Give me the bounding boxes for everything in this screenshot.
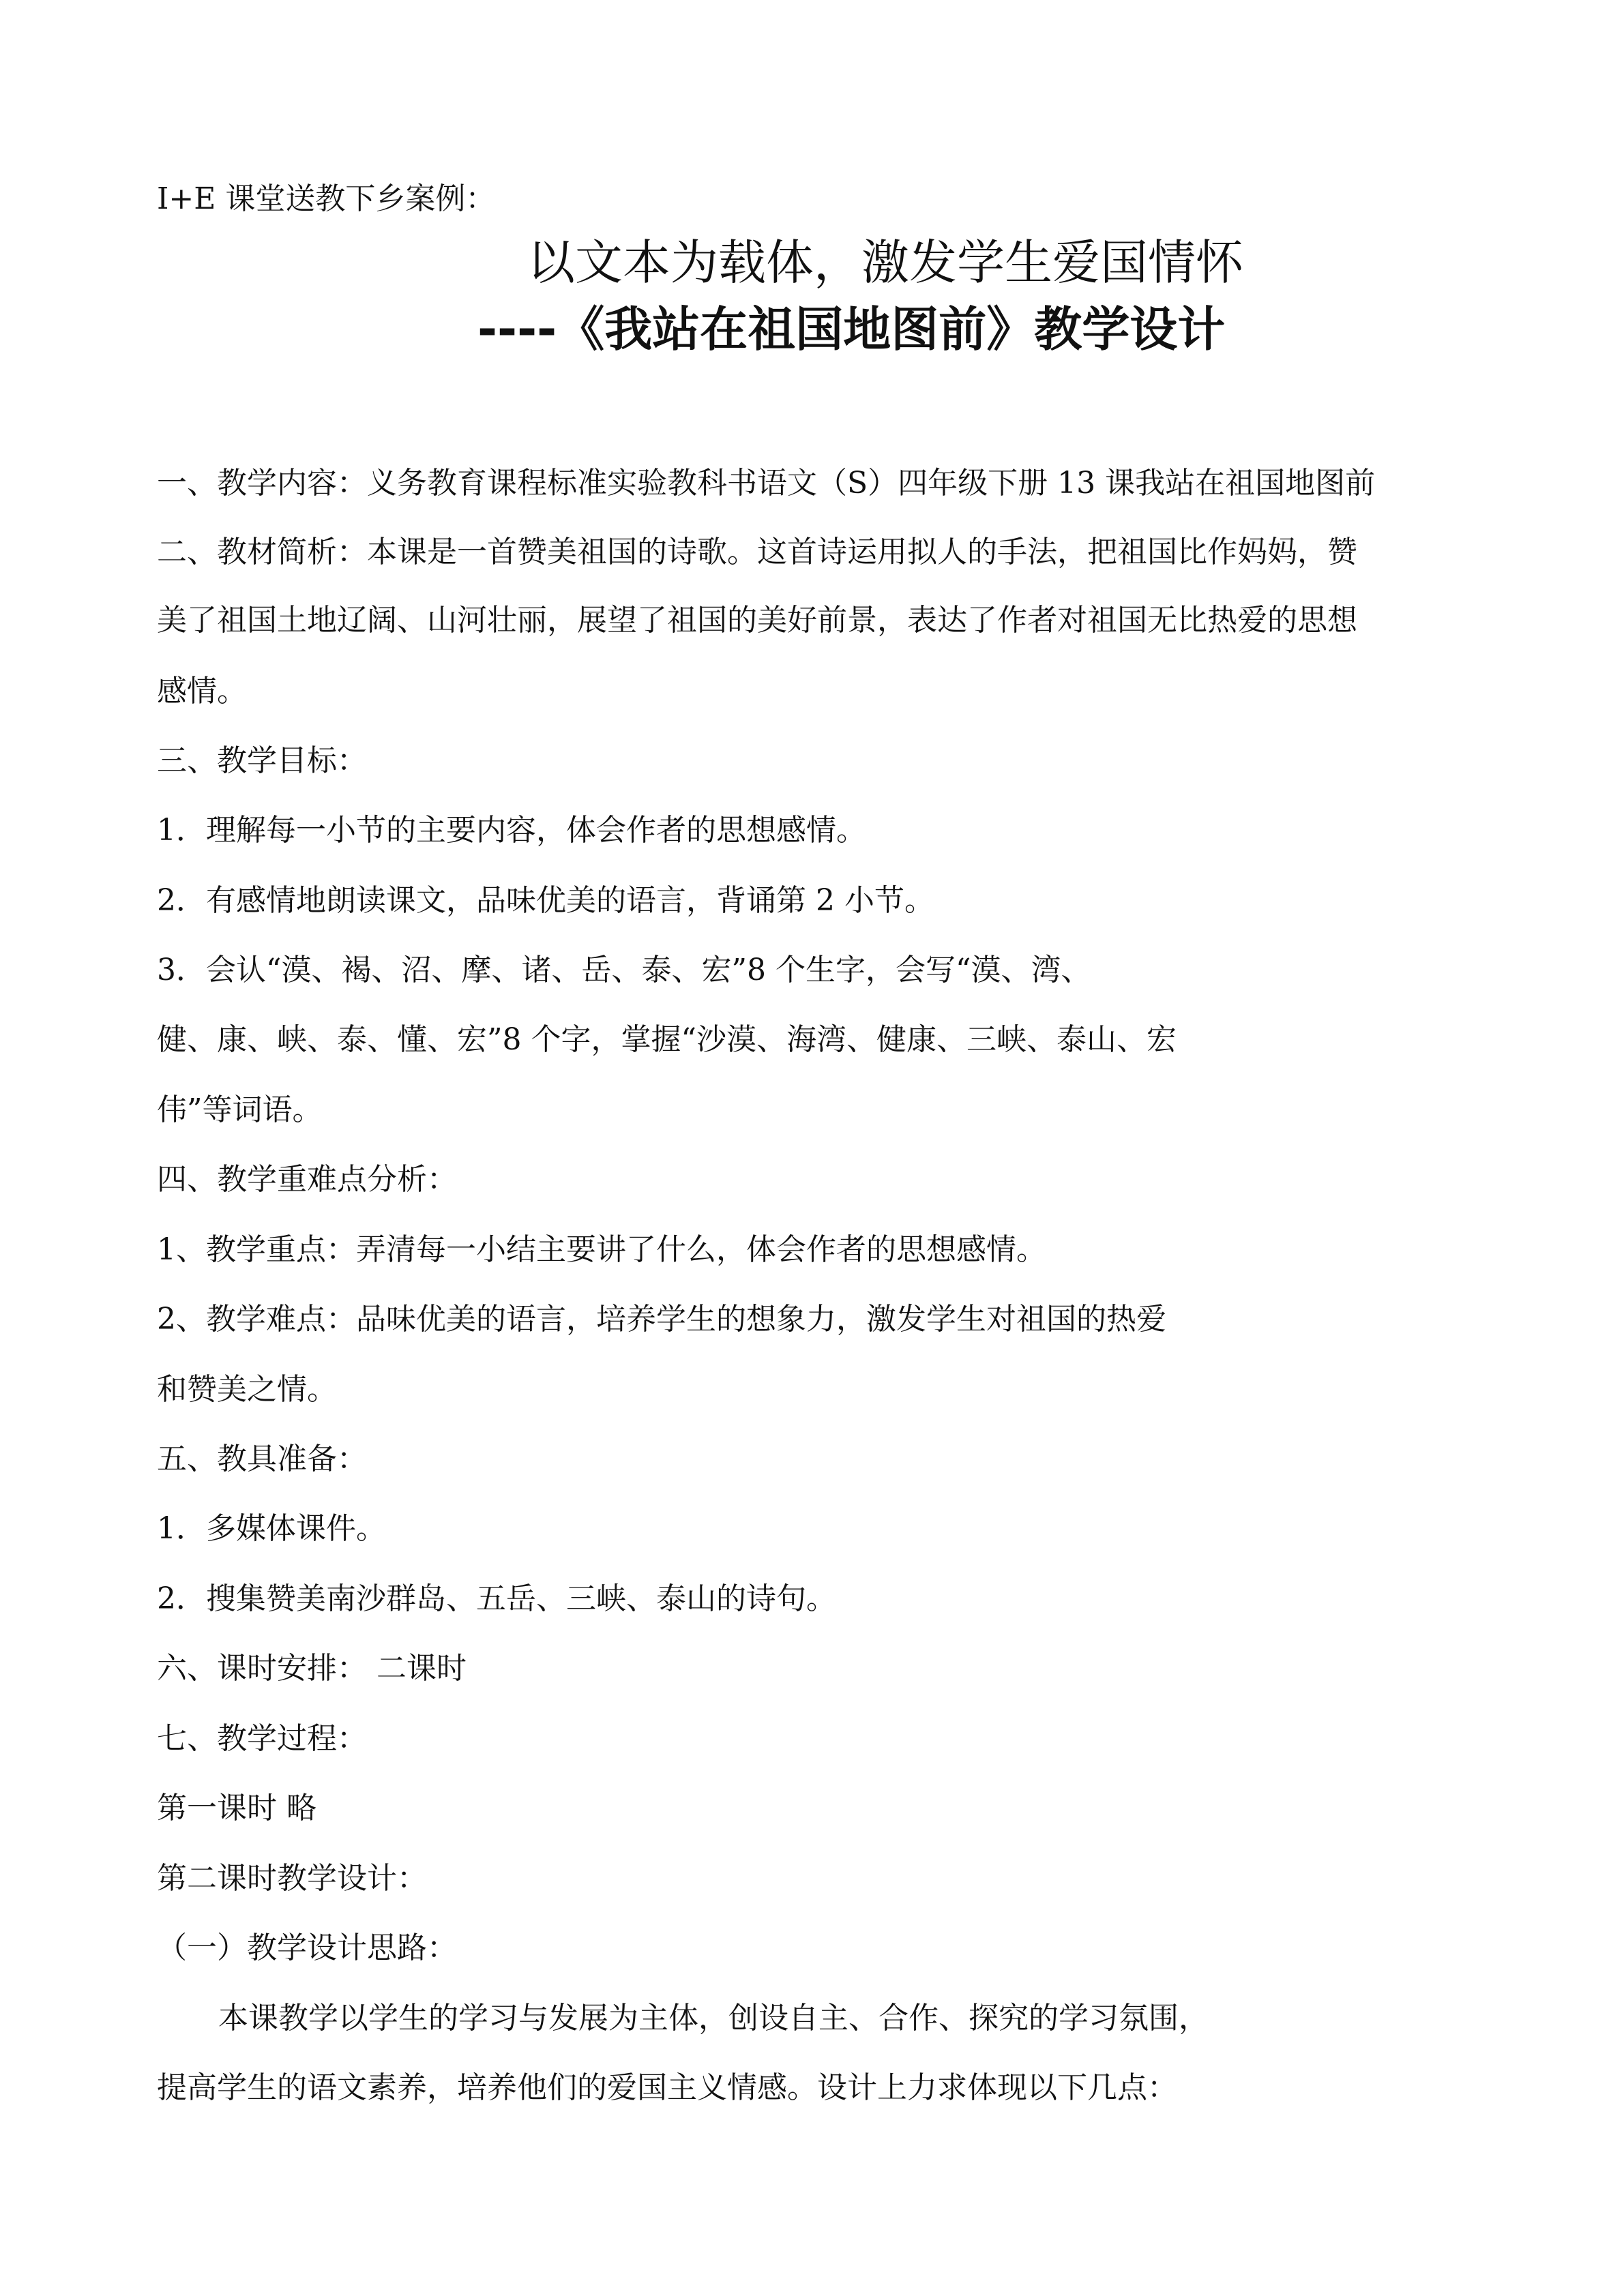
body-line: 3．会认“漠、褐、沼、摩、诸、岳、泰、宏”8 个生字，会写“漠、湾、 xyxy=(157,953,1091,987)
section-heading: 五、教具准备： xyxy=(157,1442,367,1476)
section-heading: 三、教学目标： xyxy=(157,743,367,778)
document-header: I+E 课堂送教下乡案例： xyxy=(157,181,496,216)
body-line: 伟”等词语。 xyxy=(157,1092,323,1127)
body-line: 2、教学难点：品味优美的语言，培养学生的想象力，激发学生对祖国的热爱 xyxy=(157,1302,1166,1337)
body-line: 1、教学重点：弄清每一小结主要讲了什么，体会作者的思想感情。 xyxy=(157,1232,1046,1267)
body-line: 感情。 xyxy=(157,674,247,709)
body-line: 二、教材简析：本课是一首赞美祖国的诗歌。这首诗运用拟人的手法，把祖国比作妈妈，赞 xyxy=(157,535,1357,569)
body-line: 1．多媒体课件。 xyxy=(157,1511,386,1546)
body-line: 第二课时教学设计： xyxy=(157,1861,427,1896)
body-line: 美了祖国土地辽阔、山河壮丽，展望了祖国的美好前景，表达了作者对祖国无比热爱的思想 xyxy=(157,603,1357,638)
body-line: 健、康、峡、泰、懂、宏”8 个字，掌握“沙漠、海湾、健康、三峡、泰山、宏 xyxy=(157,1022,1177,1057)
body-line: 第一课时 略 xyxy=(157,1791,316,1825)
body-line: 1．理解每一小节的主要内容，体会作者的思想感情。 xyxy=(157,813,866,848)
document-title: 以文本为载体，激发学生爱国情怀 xyxy=(527,235,1243,290)
document-subtitle: ----《我站在祖国地图前》教学设计 xyxy=(477,301,1226,357)
body-line: 2．有感情地朗读课文，品味优美的语言，背诵第 2 小节。 xyxy=(157,883,934,918)
section-heading: 六、课时安排： 二课时 xyxy=(157,1651,467,1686)
paragraph-line: 本课教学以学生的学习与发展为主体，创设自主、合作、探究的学习氛围， xyxy=(218,2001,1209,2036)
body-line: 和赞美之情。 xyxy=(157,1372,337,1407)
section-heading: 七、教学过程： xyxy=(157,1721,367,1756)
paragraph-line: 提高学生的语文素养，培养他们的爱国主义情感。设计上力求体现以下几点： xyxy=(157,2070,1177,2105)
section-heading: 四、教学重难点分析： xyxy=(157,1162,457,1197)
body-line: （一）教学设计思路： xyxy=(157,1930,457,1965)
body-line: 2．搜集赞美南沙群岛、五岳、三峡、泰山的诗句。 xyxy=(157,1581,836,1616)
body-line: 一、教学内容：义务教育课程标准实验教科书语文（S）四年级下册 13 课我站在祖国地图前 xyxy=(157,466,1376,501)
